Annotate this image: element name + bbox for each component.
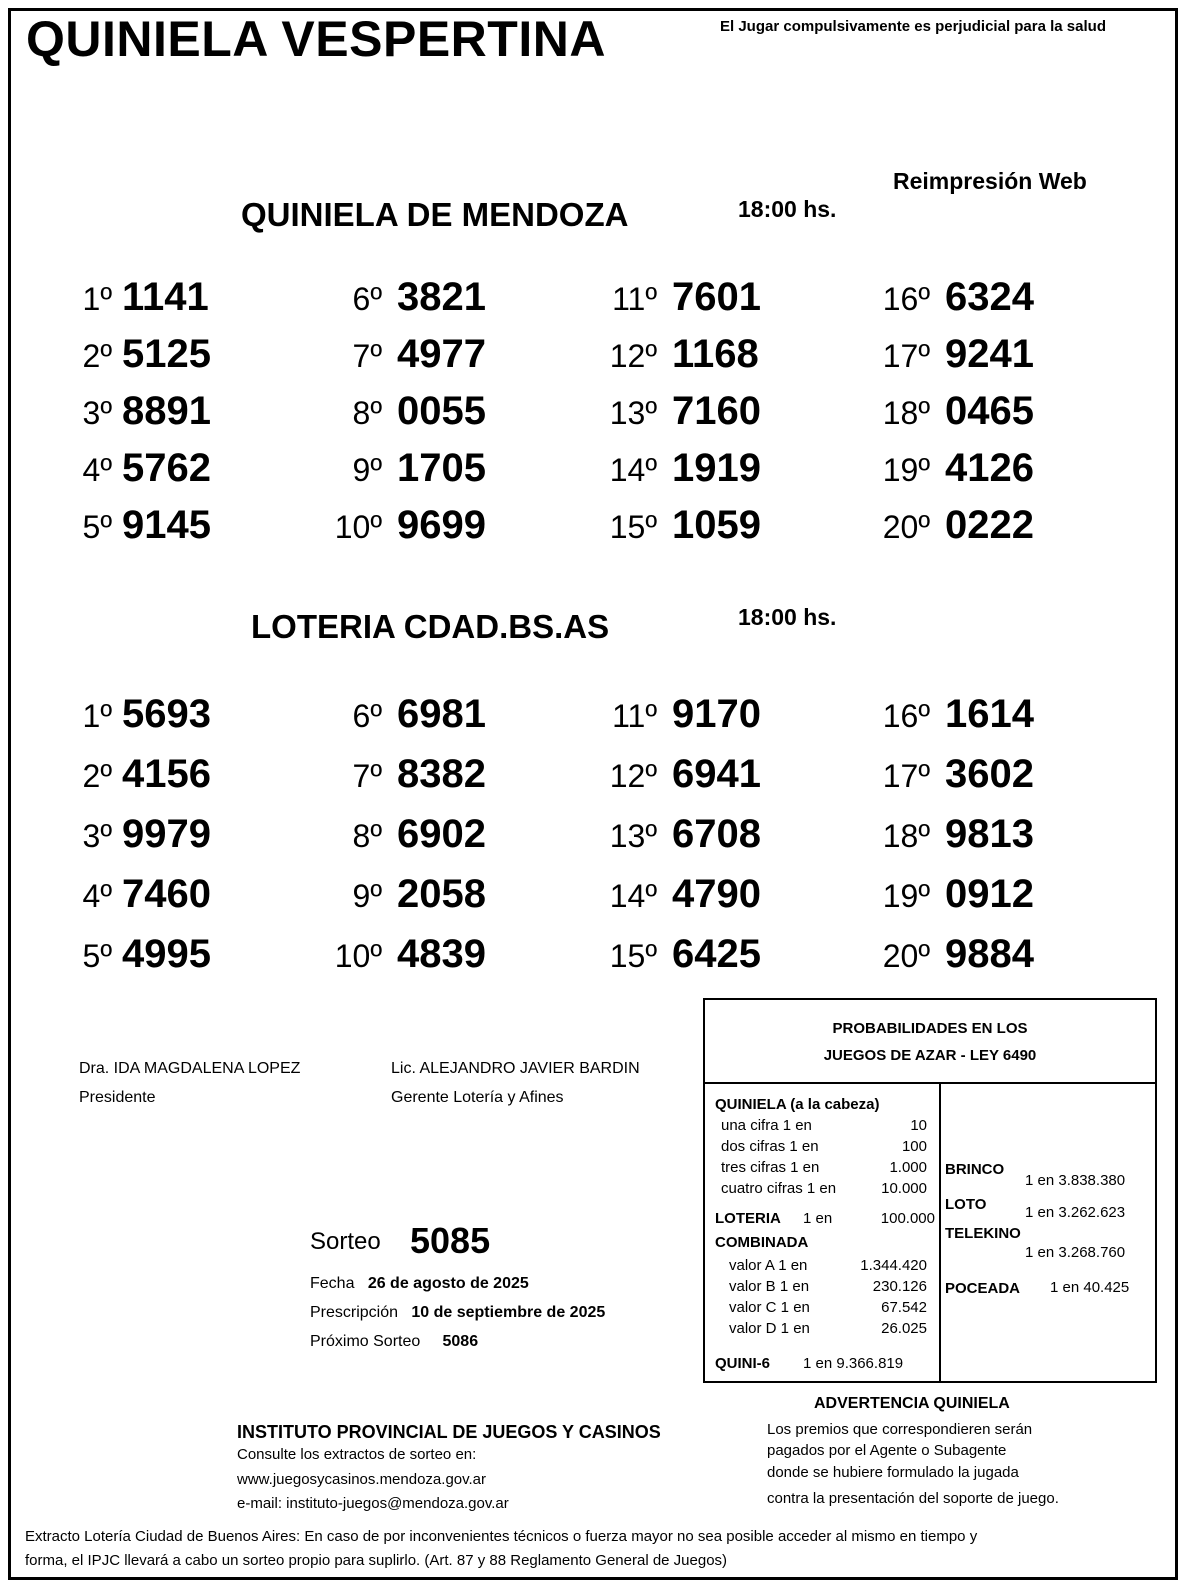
probabilities-box <box>703 998 1157 1383</box>
institute-title: INSTITUTO PROVINCIAL DE JUEGOS Y CASINOS <box>237 1422 661 1442</box>
telekino-prob-label: TELEKINO <box>945 1225 1021 1242</box>
section-time-mendoza: 18:00 hs. <box>738 196 837 222</box>
combinada-prob-value: 1.344.420 <box>860 1257 927 1274</box>
poceada-prob-text: 1 en 40.425 <box>1050 1279 1130 1296</box>
draw-prescription-value: 10 de septiembre de 2025 <box>411 1304 606 1321</box>
combinada-prob-value: 67.542 <box>881 1299 927 1316</box>
combinada-prob-label: valor C 1 en <box>729 1299 810 1316</box>
result-number: 2058 <box>397 872 486 916</box>
quiniela-prob-value: 1.000 <box>889 1159 927 1176</box>
result-position: 8º <box>352 818 382 854</box>
telekino-prob-text: 1 en 3.268.760 <box>1025 1244 1126 1261</box>
quiniela-prob-value: 10.000 <box>881 1180 927 1197</box>
result-number: 6324 <box>945 275 1034 319</box>
result-number: 0222 <box>945 503 1034 547</box>
result-position: 13º <box>609 818 657 854</box>
result-number: 9170 <box>672 692 761 736</box>
footer-line2: forma, el IPJC llevará a cabo un sorteo propio para suplirlo. (Art. 87 y 88 Reglamento General de Juegos) <box>25 1552 728 1569</box>
result-number: 5693 <box>122 692 211 736</box>
result-number: 7160 <box>672 389 761 433</box>
probabilities-title-line1: PROBABILIDADES EN LOS <box>832 1020 1028 1037</box>
result-position: 7º <box>352 758 382 794</box>
result-number: 9979 <box>122 812 211 856</box>
result-number: 5762 <box>122 446 211 490</box>
result-position: 7º <box>352 338 382 374</box>
institute-website-link[interactable]: www.juegosycasinos.mendoza.gov.ar <box>237 1471 487 1488</box>
advertencia-line: donde se hubiere formulado la jugada <box>767 1464 1019 1481</box>
result-number: 9813 <box>945 812 1034 856</box>
draw-date-label: Fecha <box>310 1275 355 1292</box>
result-position: 1º <box>82 698 112 734</box>
draw-next-value: 5086 <box>442 1333 479 1350</box>
result-position: 18º <box>882 818 930 854</box>
result-number: 9884 <box>945 932 1034 976</box>
result-position: 3º <box>82 818 112 854</box>
quiniela-prob-value: 100 <box>901 1138 927 1155</box>
result-number: 6941 <box>672 752 761 796</box>
quiniela-prob-label: dos cifras 1 en <box>721 1138 819 1155</box>
probabilities-divider <box>939 1084 941 1381</box>
result-number: 1059 <box>672 503 761 547</box>
draw-label: Sorteo <box>310 1228 381 1255</box>
quini6-prob-text: 1 en 9.366.819 <box>803 1355 904 1372</box>
draw-prescription-label: Prescripción <box>310 1304 399 1321</box>
result-number: 1705 <box>397 446 486 490</box>
result-number: 4977 <box>397 332 486 376</box>
combinada-prob-label: valor A 1 en <box>729 1257 808 1274</box>
brinco-prob-label: BRINCO <box>945 1161 1005 1178</box>
loteria-prob-value: 100.000 <box>880 1210 935 1227</box>
result-position: 5º <box>82 509 112 545</box>
result-number: 0912 <box>945 872 1034 916</box>
result-position: 17º <box>882 338 930 374</box>
result-position: 16º <box>882 698 930 734</box>
quiniela-prob-label: una cifra 1 en <box>721 1117 812 1134</box>
result-position: 19º <box>882 452 930 488</box>
reprint-label: Reimpresión Web <box>893 168 1087 194</box>
result-position: 11º <box>612 698 657 734</box>
result-position: 15º <box>609 509 657 545</box>
section-title-mendoza: QUINIELA DE MENDOZA <box>241 196 629 233</box>
draw-date <box>310 1275 529 1293</box>
result-position: 14º <box>609 878 657 914</box>
draw-next-label: Próximo Sorteo <box>310 1333 421 1350</box>
signature-manager-name: Lic. ALEJANDRO JAVIER BARDIN <box>391 1060 640 1077</box>
result-position: 9º <box>352 878 382 914</box>
advertencia-line: contra la presentación del soporte de juego. <box>767 1490 1059 1507</box>
result-number: 3602 <box>945 752 1034 796</box>
result-position: 6º <box>352 281 382 317</box>
loto-prob-text: 1 en 3.262.623 <box>1025 1204 1126 1221</box>
section-time-loteria-bsas: 18:00 hs. <box>738 604 837 630</box>
result-number: 4839 <box>397 932 486 976</box>
loto-prob-label: LOTO <box>945 1196 987 1213</box>
result-number: 9241 <box>945 332 1034 376</box>
probabilities-title-line2: JUEGOS DE AZAR - LEY 6490 <box>823 1047 1037 1064</box>
result-number: 9699 <box>397 503 486 547</box>
result-position: 1º <box>82 281 112 317</box>
signature-manager-role: Gerente Lotería y Afines <box>391 1089 564 1106</box>
section-title-loteria-bsas: LOTERIA CDAD.BS.AS <box>251 608 610 645</box>
combinada-prob-title: COMBINADA <box>715 1234 809 1251</box>
result-number: 6425 <box>672 932 761 976</box>
result-number: 3821 <box>397 275 486 319</box>
result-number: 4156 <box>122 752 211 796</box>
result-number: 6708 <box>672 812 761 856</box>
result-position: 3º <box>82 395 112 431</box>
poceada-prob-label: POCEADA <box>945 1280 1021 1297</box>
result-position: 9º <box>352 452 382 488</box>
result-position: 10º <box>334 938 382 974</box>
quiniela-prob-value: 10 <box>910 1117 927 1134</box>
result-number: 9145 <box>122 503 211 547</box>
advertencia-title: ADVERTENCIA QUINIELA <box>814 1395 1010 1412</box>
result-position: 2º <box>82 758 112 794</box>
result-number: 4995 <box>122 932 211 976</box>
combinada-prob-label: valor D 1 en <box>729 1320 810 1337</box>
result-position: 12º <box>609 338 657 374</box>
result-number: 6981 <box>397 692 486 736</box>
result-position: 2º <box>82 338 112 374</box>
result-position: 15º <box>609 938 657 974</box>
draw-date-value: 26 de agosto de 2025 <box>367 1275 529 1292</box>
result-position: 20º <box>882 509 930 545</box>
brinco-prob-text: 1 en 3.838.380 <box>1025 1172 1126 1189</box>
page-title: QUINIELA VESPERTINA <box>26 11 606 67</box>
health-warning: El Jugar compulsivamente es perjudicial para la salud <box>720 18 1106 35</box>
result-position: 20º <box>882 938 930 974</box>
result-position: 11º <box>612 281 657 317</box>
result-number: 1141 <box>122 275 209 319</box>
footer-line1: Extracto Lotería Ciudad de Buenos Aires: En caso de por inconvenientes técnicos o fuerza mayor no sea posible acceder al mismo en tiempo y <box>25 1528 978 1545</box>
quini6-prob-label: QUINI-6 <box>715 1355 771 1372</box>
result-number: 8382 <box>397 752 486 796</box>
result-number: 6902 <box>397 812 486 856</box>
result-position: 14º <box>609 452 657 488</box>
draw-next <box>310 1333 478 1351</box>
institute-email-link[interactable]: e-mail: instituto-juegos@mendoza.gov.ar <box>237 1495 509 1512</box>
institute-consult-line: Consulte los extractos de sorteo en: <box>237 1446 477 1463</box>
result-number: 1919 <box>672 446 761 490</box>
loteria-prob-label: LOTERIA <box>715 1210 781 1227</box>
result-number: 8891 <box>122 389 211 433</box>
quiniela-prob-label: tres cifras 1 en <box>721 1159 820 1176</box>
result-number: 1168 <box>672 332 759 376</box>
result-position: 4º <box>82 452 112 488</box>
signature-president-name: Dra. IDA MAGDALENA LOPEZ <box>79 1060 301 1077</box>
result-position: 10º <box>334 509 382 545</box>
result-position: 17º <box>882 758 930 794</box>
draw-prescription <box>310 1304 605 1322</box>
combinada-prob-value: 230.126 <box>872 1278 927 1295</box>
result-number: 7460 <box>122 872 211 916</box>
result-position: 8º <box>352 395 382 431</box>
quiniela-prob-title: QUINIELA (a la cabeza) <box>715 1096 880 1113</box>
result-number: 1614 <box>945 692 1034 736</box>
result-position: 6º <box>352 698 382 734</box>
result-position: 4º <box>82 878 112 914</box>
combinada-prob-label: valor B 1 en <box>729 1278 810 1295</box>
result-number: 7601 <box>672 275 761 319</box>
result-number: 5125 <box>122 332 211 376</box>
result-position: 12º <box>609 758 657 794</box>
advertencia-line: Los premios que correspondieren serán <box>767 1421 1033 1438</box>
signature-president-role: Presidente <box>79 1089 156 1106</box>
result-number: 0055 <box>397 389 486 433</box>
quiniela-prob-label: cuatro cifras 1 en <box>721 1180 837 1197</box>
result-position: 13º <box>609 395 657 431</box>
combinada-prob-value: 26.025 <box>881 1320 927 1337</box>
result-position: 5º <box>82 938 112 974</box>
result-position: 18º <box>882 395 930 431</box>
result-position: 16º <box>882 281 930 317</box>
result-position: 19º <box>882 878 930 914</box>
draw-number: 5085 <box>410 1220 491 1261</box>
result-number: 4126 <box>945 446 1034 490</box>
result-number: 0465 <box>945 389 1034 433</box>
result-number: 4790 <box>672 872 761 916</box>
probabilities-header <box>705 1000 1155 1084</box>
advertencia-line: pagados por el Agente o Subagente <box>767 1442 1007 1459</box>
loteria-prob-text: 1 en <box>803 1210 833 1227</box>
